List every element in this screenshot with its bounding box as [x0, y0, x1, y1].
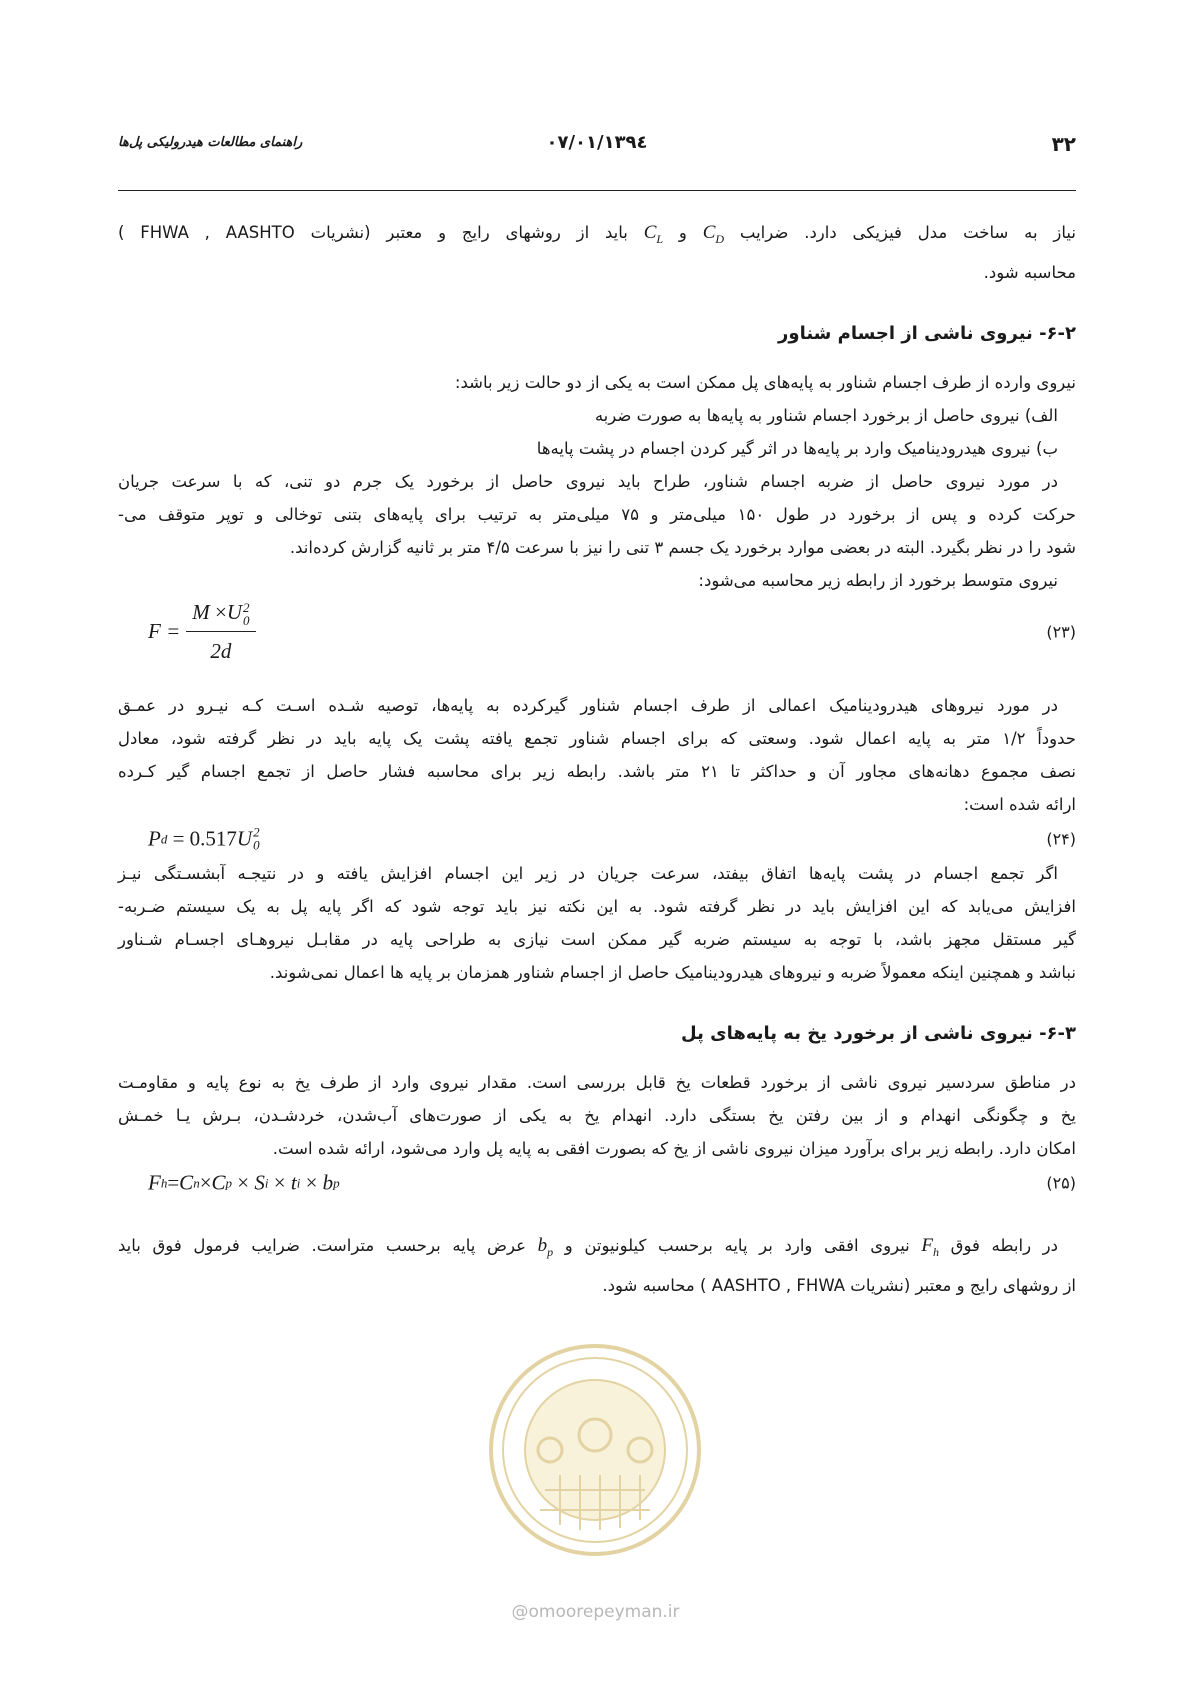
header-date: ۱۳۹٤/۰۷/۰۱ [546, 132, 648, 153]
equation-24-formula: P d = 0.517 U 2 0 [148, 824, 260, 853]
symbol-bp: $b_p$ [537, 1234, 554, 1259]
equation-24 [118, 821, 1076, 857]
intro-references: ( FHWA , AASHTO [118, 223, 295, 242]
equation-23-label: (۲۳) [1046, 622, 1076, 642]
section-2-intro: نیروی وارده از طرف اجسام شناور به پایه‌های پل ممکن است به یکی از دو حالت زیر باشد: [454, 372, 1076, 392]
equation-25-formula: F h = C n × C p × S i × t i × b p [148, 1170, 340, 1195]
section-2-para3-line3: نصف مجموع دهانه‌های مجاور آن و حداکثر تا ۲۱ متر باشد. رابطه زیر برای محاسبه فشار حاصل از تجمع اجسام گیر کـرده [118, 761, 1077, 781]
intro-text-a: نیاز به ساخت مدل فیزیکی دارد. ضرایب [739, 223, 1076, 242]
section-3-para2-line2 [118, 1269, 1076, 1302]
section-2-para4-line2: افزایش می‌یابد که این افزایش باید در نظر گرفته شود. به این نکته نیز باید توجه شود که اگر پایه پل به یک سیستم ضـربه- [118, 896, 1076, 916]
section-2-item-a: الف) نیروی حاصل از برخورد اجسام شناور به پایه‌ها به صورت ضربه [594, 405, 1058, 425]
equation-25 [118, 1165, 1076, 1201]
section-2-para1-line3: شود را در نظر بگیرد. البته در بعضی موارد برخورد یک جسم ۳ تنی را نیز با سرعت ۴/۵ متر بر ثانیه گزارش کرده‌اند. [289, 537, 1076, 557]
section-2-para3-line2: حدوداً ۱/۲ متر به پایه اعمال شود. وسعتی که برای اجسام شناور تجمع یافته پشت یک پایه باید در نظر گرفته شود، معادل [118, 728, 1076, 748]
section-2-para1-line2: حرکت کرده و پس از برخورد در طول ۱۵۰ میلی‌متر و ۷۵ میلی‌متر به ترتیب برای پایه‌های بتنی توخالی و توپر متوقف می- [118, 504, 1077, 524]
section-3-para2-line2-text-a: از روشهای رایج و معتبر (نشریات [850, 1275, 1076, 1295]
page-content [118, 216, 1076, 1302]
section-3-para2-text-a: در رابطه فوق [950, 1235, 1058, 1255]
page-header [118, 132, 1076, 162]
section-2-para3-line1: در مورد نیروهای هیدرودینامیک اعمالی از طرف اجسام شناور گیرکرده به پایه‌ها، توصیه شـده اسـت کـه نیـرو در عمـق [118, 695, 1058, 715]
section-3-para2-line1 [118, 1229, 1076, 1269]
watermark-url: @omoorepeyman.ir [511, 1602, 680, 1622]
section-2-item-b: ب) نیروی هیدرودینامیک وارد بر پایه‌ها در اثر گیر کردن اجسام در پشت پایه‌ها [536, 438, 1058, 458]
intro-text-b: باید از روشهای رایج و معتبر (نشریات [310, 223, 628, 242]
equation-24-label: (۲۴) [1046, 829, 1076, 849]
section-2-para3-line4: ارائه شده است: [963, 794, 1076, 814]
symbol-fh: $F_h$ [921, 1234, 940, 1259]
header-rule [118, 190, 1076, 191]
section-2-para1-line1: در مورد نیروی حاصل از ضربه اجسام شناور، طراح باید نیروی حاصل از برخورد یک جرم دو تنی، که با سرعت جریان [118, 471, 1058, 491]
intro-line-1 [118, 216, 1076, 256]
coefficient-cl: $C_L$ [643, 222, 664, 246]
section-6-3-heading: ۶-۳- نیروی ناشی از برخورد یخ به پایه‌های پل [681, 1022, 1076, 1044]
intro-and: و [678, 223, 687, 242]
section-3-references: AASHTO , FHWA [711, 1275, 846, 1295]
intro-line-2: محاسبه شود. [983, 262, 1076, 282]
section-6-2-heading: ۶-۲- نیروی ناشی از اجسام شناور [778, 322, 1076, 344]
equation-25-label: (۲۵) [1046, 1173, 1076, 1193]
section-3-para1-line1: در مناطق سردسیر نیروی ناشی از برخورد قطعات یخ قابل بررسی است. مقدار نیروی وارد از طرف یخ به نوع پایه و مقاومـت [118, 1072, 1076, 1092]
section-2-para2: نیروی متوسط برخورد از رابطه زیر محاسبه می‌شود: [698, 570, 1058, 590]
section-2-para4-line4: نباشد و همچنین اینکه معمولاً ضربه و نیروهای هیدرودینامیک حاصل از اجسام شناور همزمان بر پایه ها اعمال نمی‌شوند. [269, 962, 1076, 982]
section-2-para4-line3: گیر مستقل مجهز باشد، با توجه به سیستم ضربه گیر ممکن است نیازی به طراحی پایه در مقابـل نیروهـای اجسـام شـناور [118, 929, 1076, 949]
coefficient-cd: $C_D$ [702, 222, 725, 246]
section-2-para4-line1: اگر تجمع اجسام در پشت پایه‌ها اتفاق بیفتد، سرعت جریان در زیر این اجسام افزایش یافته و در نتیجـه آبشسـتگی نیـز [118, 863, 1058, 883]
section-3-para1-line3: امکان دارد. رابطه زیر برای برآورد میزان نیروی ناشی از یخ که بصورت افقی به پایه پل وارد می‌شود، ارائه شده است. [272, 1138, 1076, 1158]
section-3-para2-text-c: عرض پایه برحسب متراست. ضرایب فرمول فوق باید [118, 1235, 526, 1255]
publisher-seal-watermark [485, 1340, 705, 1560]
section-3-para1-line2: یخ و چگونگی انهدام و از بین رفتن یخ بستگی دارد. انهدام یخ به یکی از صورت‌های آب‌شدن، خردشـدن، بـرش یـا خمـش [118, 1105, 1076, 1125]
section-3-para2-line2-text-b: ) محاسبه شود. [602, 1275, 707, 1295]
equation-23-formula: F = M ×U 2 0 2d [148, 596, 256, 668]
header-book-title: راهنمای مطالعات هیدرولیکی پل‌ها [118, 135, 303, 150]
equation-23 [118, 597, 1076, 667]
section-3-para2-text-b: نیروی افقی وارد بر پایه برحسب کیلونیوتن و [564, 1235, 910, 1255]
page-number: ۳۲ [1051, 132, 1076, 156]
